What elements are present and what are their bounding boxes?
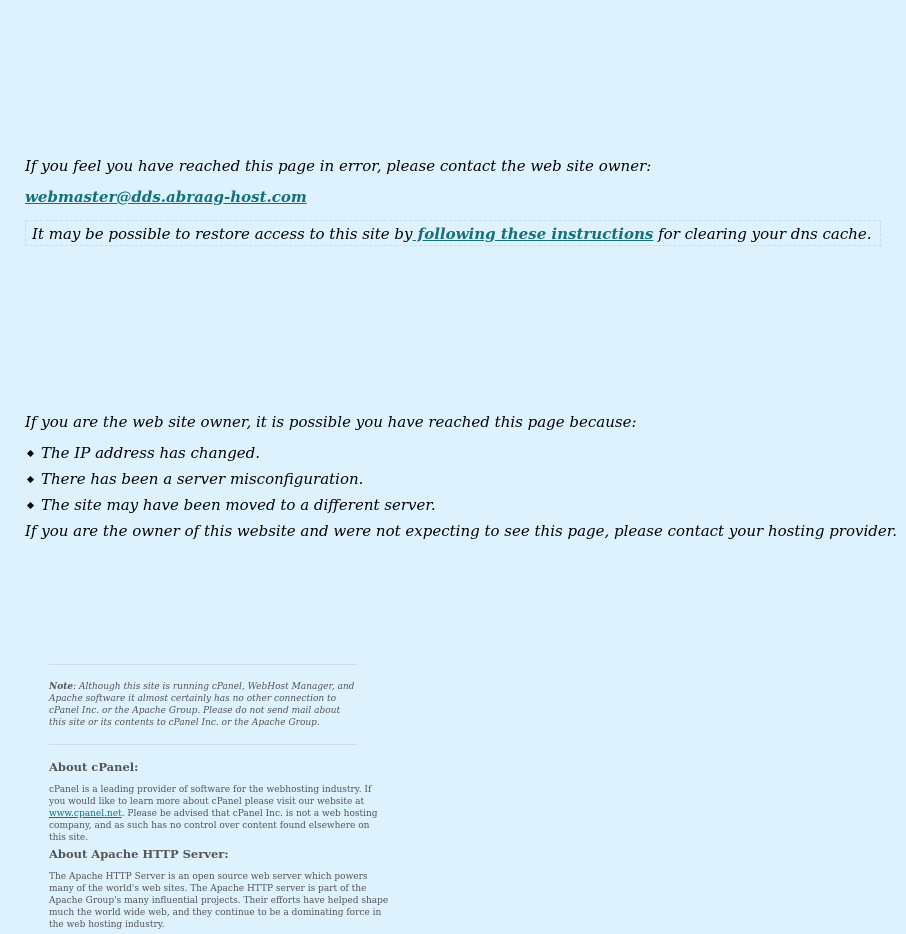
dns-prefix-text: It may be possible to restore access to this site by	[32, 225, 413, 243]
cpanel-website-link[interactable]: www.cpanel.net	[49, 809, 122, 819]
about-cpanel-heading: About cPanel:	[49, 760, 139, 774]
dns-instructions-link[interactable]: following these instructions	[412, 225, 654, 243]
owner-closing: If you are the owner of this website and were not expecting to see this page, please contact your hosting provider.	[25, 522, 898, 540]
about-apache-text: The Apache HTTP Server is an open source web server which powers many of the world's web sites. The Apache HTTP server is part of the Apache Group's many influential projects. Their efforts have helped shape much the world wide web, and they continue to be a dominating force in the web hosting industry.	[49, 872, 389, 930]
about-apache-heading: About Apache HTTP Server:	[49, 847, 229, 861]
dns-cache-box	[25, 220, 881, 246]
note-text: Note: Although this site is running cPanel, WebHost Manager, and Apache software it almost certainly has no other connection to cPanel Inc. or the Apache Group. Please do not send mail about this site or its contents to cPanel Inc. or the Apache Group.	[49, 682, 355, 728]
about-cpanel-text: cPanel is a leading provider of software for the webhosting industry. If you would like to learn more about cPanel please visit our website at www.cpanel.net. Please be advised that cPanel Inc. is not a web hosting company, and as such has no control over content found elsewhere on this site.	[49, 785, 378, 843]
owner-heading: If you are the web site owner, it is possible you have reached this page because:	[25, 413, 637, 431]
reason-item: The IP address has changed.	[25, 444, 260, 462]
divider	[49, 744, 357, 745]
reason-item: The site may have been moved to a different server.	[25, 496, 436, 514]
bullet-icon	[27, 501, 34, 508]
dns-suffix-text: for clearing your dns cache.	[658, 225, 872, 243]
divider	[49, 664, 357, 665]
bullet-icon	[27, 475, 34, 482]
bullet-icon	[27, 449, 34, 456]
reason-item: There has been a server misconfiguration.	[25, 470, 363, 488]
contact-text: If you feel you have reached this page in error, please contact the web site owner:	[25, 157, 652, 175]
webmaster-email-link[interactable]: webmaster@dds.abraag-host.com	[25, 188, 307, 206]
